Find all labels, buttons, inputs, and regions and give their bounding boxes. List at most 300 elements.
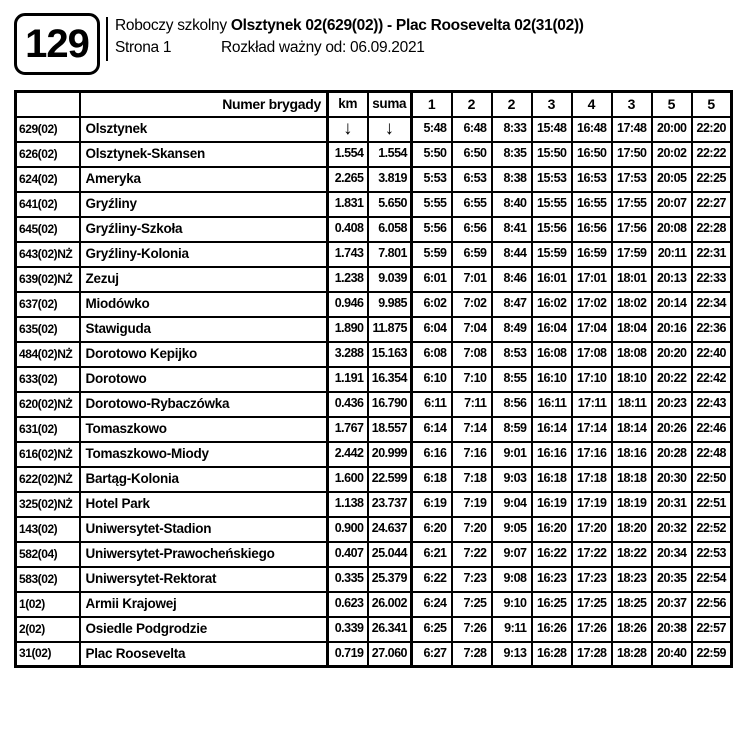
timetable (14, 90, 733, 668)
time-cell: 17:01 (572, 267, 612, 292)
time-cell: 22:25 (692, 167, 732, 192)
time-cell: 20:23 (652, 392, 692, 417)
time-cell: 22:57 (692, 617, 732, 642)
time-cell: 18:11 (612, 392, 652, 417)
time-cell: 8:55 (492, 367, 532, 392)
table-row (16, 317, 732, 342)
suma-cell: 25.044 (368, 542, 412, 567)
time-cell: 17:50 (612, 142, 652, 167)
table-row (16, 592, 732, 617)
time-cell: 6:16 (412, 442, 452, 467)
suma-cell: 24.637 (368, 517, 412, 542)
time-cell: 18:26 (612, 617, 652, 642)
time-cell: 8:38 (492, 167, 532, 192)
time-cell: 16:26 (532, 617, 572, 642)
time-cell: 16:19 (532, 492, 572, 517)
time-cell: 5:56 (412, 217, 452, 242)
time-cell: 15:48 (532, 117, 572, 142)
stop-code-cell: 582(04) (16, 542, 80, 567)
km-cell: 1.890 (328, 317, 368, 342)
km-cell: 1.767 (328, 417, 368, 442)
time-cell: 16:02 (532, 292, 572, 317)
down-arrow-icon: ↓ (328, 117, 368, 142)
brigade-number-header: 3 (532, 92, 572, 117)
table-row (16, 167, 732, 192)
time-cell: 8:33 (492, 117, 532, 142)
suma-cell: 26.002 (368, 592, 412, 617)
time-cell: 17:22 (572, 542, 612, 567)
time-cell: 16:01 (532, 267, 572, 292)
line-number: 129 (25, 21, 89, 66)
time-cell: 7:23 (452, 567, 492, 592)
time-cell: 20:13 (652, 267, 692, 292)
stop-code-cell: 629(02) (16, 117, 80, 142)
stop-name-cell: Olsztynek-Skansen (80, 142, 328, 167)
suma-cell: 25.379 (368, 567, 412, 592)
time-cell: 5:50 (412, 142, 452, 167)
route-title-line (115, 17, 584, 35)
time-cell: 6:24 (412, 592, 452, 617)
time-cell: 18:18 (612, 467, 652, 492)
time-cell: 6:50 (452, 142, 492, 167)
stop-code-cell: 641(02) (16, 192, 80, 217)
time-cell: 20:07 (652, 192, 692, 217)
time-cell: 16:53 (572, 167, 612, 192)
stop-name-cell: Dorotowo (80, 367, 328, 392)
stop-code-cell: 631(02) (16, 417, 80, 442)
time-cell: 20:20 (652, 342, 692, 367)
brigade-number-header: 4 (572, 92, 612, 117)
time-cell: 20:37 (652, 592, 692, 617)
time-cell: 6:14 (412, 417, 452, 442)
time-cell: 7:26 (452, 617, 492, 642)
time-cell: 7:25 (452, 592, 492, 617)
time-cell: 17:11 (572, 392, 612, 417)
time-cell: 16:18 (532, 467, 572, 492)
time-cell: 22:50 (692, 467, 732, 492)
suma-cell: 6.058 (368, 217, 412, 242)
stop-code-cell: 622(02)NŻ (16, 467, 80, 492)
km-cell: 1.600 (328, 467, 368, 492)
stop-code-cell: 624(02) (16, 167, 80, 192)
time-cell: 6:27 (412, 642, 452, 667)
time-cell: 17:19 (572, 492, 612, 517)
suma-cell: 1.554 (368, 142, 412, 167)
stop-code-cell: 1(02) (16, 592, 80, 617)
time-cell: 6:02 (412, 292, 452, 317)
table-row (16, 267, 732, 292)
time-cell: 22:54 (692, 567, 732, 592)
time-cell: 7:28 (452, 642, 492, 667)
time-cell: 17:18 (572, 467, 612, 492)
time-cell: 9:07 (492, 542, 532, 567)
stop-code-cell: 645(02) (16, 217, 80, 242)
km-cell: 1.238 (328, 267, 368, 292)
header-text-block (106, 17, 584, 61)
time-cell: 6:21 (412, 542, 452, 567)
table-row (16, 392, 732, 417)
stop-name-cell: Osiedle Podgrodzie (80, 617, 328, 642)
suma-cell: 16.354 (368, 367, 412, 392)
route-title: Olsztynek 02(629(02)) - Plac Roosevelta 02(31(02)) (230, 17, 584, 34)
time-cell: 18:01 (612, 267, 652, 292)
time-cell: 18:14 (612, 417, 652, 442)
time-cell: 9:08 (492, 567, 532, 592)
stop-code-cell: 325(02)NŻ (16, 492, 80, 517)
time-cell: 22:27 (692, 192, 732, 217)
time-cell: 6:48 (452, 117, 492, 142)
stop-name-cell: Gryźliny-Szkoła (80, 217, 328, 242)
time-cell: 6:25 (412, 617, 452, 642)
time-cell: 18:10 (612, 367, 652, 392)
time-cell: 20:00 (652, 117, 692, 142)
time-cell: 17:26 (572, 617, 612, 642)
time-cell: 16:55 (572, 192, 612, 217)
time-cell: 22:46 (692, 417, 732, 442)
stop-name-cell: Ameryka (80, 167, 328, 192)
stop-code-cell: 616(02)NŻ (16, 442, 80, 467)
time-cell: 18:16 (612, 442, 652, 467)
time-cell: 6:11 (412, 392, 452, 417)
time-cell: 9:05 (492, 517, 532, 542)
suma-cell: 23.737 (368, 492, 412, 517)
time-cell: 20:05 (652, 167, 692, 192)
timetable-body (16, 117, 732, 667)
time-cell: 22:52 (692, 517, 732, 542)
table-row (16, 417, 732, 442)
stop-name-cell: Uniwersytet-Rektorat (80, 567, 328, 592)
time-cell: 16:10 (532, 367, 572, 392)
time-cell: 7:10 (452, 367, 492, 392)
time-cell: 22:51 (692, 492, 732, 517)
suma-cell: 11.875 (368, 317, 412, 342)
time-cell: 20:35 (652, 567, 692, 592)
stop-code-header (16, 92, 80, 117)
table-row (16, 142, 732, 167)
time-cell: 18:20 (612, 517, 652, 542)
time-cell: 6:53 (452, 167, 492, 192)
table-row (16, 192, 732, 217)
stop-name-cell: Miodówko (80, 292, 328, 317)
time-cell: 7:01 (452, 267, 492, 292)
time-cell: 20:40 (652, 642, 692, 667)
time-cell: 17:10 (572, 367, 612, 392)
time-cell: 6:08 (412, 342, 452, 367)
km-cell: 0.407 (328, 542, 368, 567)
time-cell: 9:13 (492, 642, 532, 667)
time-cell: 7:04 (452, 317, 492, 342)
time-cell: 8:47 (492, 292, 532, 317)
time-cell: 18:19 (612, 492, 652, 517)
time-cell: 16:11 (532, 392, 572, 417)
table-row (16, 467, 732, 492)
time-cell: 16:22 (532, 542, 572, 567)
time-cell: 17:23 (572, 567, 612, 592)
suma-header: suma (368, 92, 412, 117)
stop-code-cell: 639(02)NŻ (16, 267, 80, 292)
time-cell: 6:10 (412, 367, 452, 392)
suma-cell: 5.650 (368, 192, 412, 217)
km-cell: 0.436 (328, 392, 368, 417)
suma-cell: 16.790 (368, 392, 412, 417)
time-cell: 20:08 (652, 217, 692, 242)
stop-code-cell: 583(02) (16, 567, 80, 592)
suma-cell: 27.060 (368, 642, 412, 667)
meta-line (115, 39, 584, 57)
table-row (16, 617, 732, 642)
time-cell: 7:16 (452, 442, 492, 467)
time-cell: 22:36 (692, 317, 732, 342)
suma-cell: 20.999 (368, 442, 412, 467)
time-cell: 5:55 (412, 192, 452, 217)
stop-name-cell: Plac Roosevelta (80, 642, 328, 667)
time-cell: 22:31 (692, 242, 732, 267)
time-cell: 17:53 (612, 167, 652, 192)
table-row (16, 442, 732, 467)
table-row (16, 217, 732, 242)
km-cell: 0.339 (328, 617, 368, 642)
stop-name-cell: Uniwersytet-Prawocheńskiego (80, 542, 328, 567)
time-cell: 18:02 (612, 292, 652, 317)
km-cell: 1.191 (328, 367, 368, 392)
stop-name-cell: Stawiguda (80, 317, 328, 342)
time-cell: 17:28 (572, 642, 612, 667)
stop-name-cell: Bartąg-Kolonia (80, 467, 328, 492)
time-cell: 8:41 (492, 217, 532, 242)
stop-name-cell: Armii Krajowej (80, 592, 328, 617)
time-cell: 20:30 (652, 467, 692, 492)
time-cell: 18:08 (612, 342, 652, 367)
table-row (16, 542, 732, 567)
time-cell: 16:16 (532, 442, 572, 467)
table-row (16, 517, 732, 542)
time-cell: 6:55 (452, 192, 492, 217)
time-cell: 18:25 (612, 592, 652, 617)
stop-code-cell: 626(02) (16, 142, 80, 167)
time-cell: 9:11 (492, 617, 532, 642)
brigade-number-label: Numer brygady (80, 92, 328, 117)
timetable-page (0, 13, 743, 745)
time-cell: 6:56 (452, 217, 492, 242)
time-cell: 6:18 (412, 467, 452, 492)
time-cell: 22:48 (692, 442, 732, 467)
km-cell: 1.138 (328, 492, 368, 517)
stop-code-cell: 637(02) (16, 292, 80, 317)
time-cell: 9:04 (492, 492, 532, 517)
stop-code-cell: 620(02)NŻ (16, 392, 80, 417)
stop-code-cell: 633(02) (16, 367, 80, 392)
suma-cell: 26.341 (368, 617, 412, 642)
suma-cell: 9.985 (368, 292, 412, 317)
time-cell: 20:11 (652, 242, 692, 267)
time-cell: 17:55 (612, 192, 652, 217)
time-cell: 20:22 (652, 367, 692, 392)
km-cell: 1.554 (328, 142, 368, 167)
down-arrow-icon: ↓ (368, 117, 412, 142)
time-cell: 20:16 (652, 317, 692, 342)
brigade-number-header: 1 (412, 92, 452, 117)
time-cell: 7:20 (452, 517, 492, 542)
time-cell: 9:01 (492, 442, 532, 467)
km-cell: 0.719 (328, 642, 368, 667)
time-cell: 8:56 (492, 392, 532, 417)
time-cell: 6:20 (412, 517, 452, 542)
time-cell: 6:04 (412, 317, 452, 342)
time-cell: 16:25 (532, 592, 572, 617)
time-cell: 16:23 (532, 567, 572, 592)
time-cell: 17:02 (572, 292, 612, 317)
time-cell: 17:08 (572, 342, 612, 367)
time-cell: 17:25 (572, 592, 612, 617)
time-cell: 22:28 (692, 217, 732, 242)
suma-cell: 22.599 (368, 467, 412, 492)
stop-code-cell: 484(02)NŻ (16, 342, 80, 367)
time-cell: 20:14 (652, 292, 692, 317)
time-cell: 18:28 (612, 642, 652, 667)
time-cell: 7:22 (452, 542, 492, 567)
time-cell: 16:04 (532, 317, 572, 342)
time-cell: 20:28 (652, 442, 692, 467)
km-cell: 0.623 (328, 592, 368, 617)
stop-code-cell: 643(02)NŻ (16, 242, 80, 267)
time-cell: 5:53 (412, 167, 452, 192)
brigade-number-header: 5 (652, 92, 692, 117)
time-cell: 6:22 (412, 567, 452, 592)
brigade-number-header: 5 (692, 92, 732, 117)
km-cell: 3.288 (328, 342, 368, 367)
time-cell: 20:02 (652, 142, 692, 167)
line-number-box (14, 13, 100, 75)
km-cell: 2.442 (328, 442, 368, 467)
time-cell: 6:01 (412, 267, 452, 292)
time-cell: 20:38 (652, 617, 692, 642)
km-cell: 1.831 (328, 192, 368, 217)
km-cell: 0.335 (328, 567, 368, 592)
stop-name-cell: Dorotowo-Rybaczówka (80, 392, 328, 417)
time-cell: 8:49 (492, 317, 532, 342)
table-row (16, 292, 732, 317)
time-cell: 8:46 (492, 267, 532, 292)
time-cell: 17:20 (572, 517, 612, 542)
time-cell: 6:19 (412, 492, 452, 517)
stop-code-cell: 143(02) (16, 517, 80, 542)
km-cell: 2.265 (328, 167, 368, 192)
time-cell: 8:40 (492, 192, 532, 217)
suma-cell: 15.163 (368, 342, 412, 367)
page-header (14, 13, 743, 75)
time-cell: 22:43 (692, 392, 732, 417)
table-row (16, 367, 732, 392)
time-cell: 18:22 (612, 542, 652, 567)
km-cell: 0.900 (328, 517, 368, 542)
time-cell: 8:59 (492, 417, 532, 442)
time-cell: 15:59 (532, 242, 572, 267)
stop-name-cell: Zezuj (80, 267, 328, 292)
time-cell: 8:44 (492, 242, 532, 267)
km-cell: 0.408 (328, 217, 368, 242)
time-cell: 7:11 (452, 392, 492, 417)
time-cell: 15:50 (532, 142, 572, 167)
time-cell: 18:04 (612, 317, 652, 342)
time-cell: 7:18 (452, 467, 492, 492)
time-cell: 22:59 (692, 642, 732, 667)
time-cell: 22:34 (692, 292, 732, 317)
time-cell: 20:32 (652, 517, 692, 542)
suma-cell: 18.557 (368, 417, 412, 442)
time-cell: 7:08 (452, 342, 492, 367)
route-type: Roboczy szkolny (115, 17, 227, 34)
stop-name-cell: Hotel Park (80, 492, 328, 517)
time-cell: 17:16 (572, 442, 612, 467)
time-cell: 16:59 (572, 242, 612, 267)
time-cell: 17:59 (612, 242, 652, 267)
time-cell: 20:31 (652, 492, 692, 517)
km-cell: 1.743 (328, 242, 368, 267)
stop-code-cell: 31(02) (16, 642, 80, 667)
table-row (16, 117, 732, 142)
time-cell: 16:08 (532, 342, 572, 367)
stop-name-cell: Gryźliny-Kolonia (80, 242, 328, 267)
time-cell: 8:35 (492, 142, 532, 167)
page-number-label: Strona 1 (115, 39, 172, 56)
brigade-number-header: 2 (492, 92, 532, 117)
time-cell: 16:14 (532, 417, 572, 442)
table-row (16, 492, 732, 517)
brigade-number-header: 2 (452, 92, 492, 117)
km-header: km (328, 92, 368, 117)
header-row (16, 92, 732, 117)
suma-cell: 7.801 (368, 242, 412, 267)
suma-cell: 9.039 (368, 267, 412, 292)
time-cell: 16:28 (532, 642, 572, 667)
time-cell: 15:55 (532, 192, 572, 217)
time-cell: 7:14 (452, 417, 492, 442)
stop-name-cell: Tomaszkowo (80, 417, 328, 442)
time-cell: 22:53 (692, 542, 732, 567)
time-cell: 17:04 (572, 317, 612, 342)
table-row (16, 567, 732, 592)
time-cell: 22:22 (692, 142, 732, 167)
brigade-number-header: 3 (612, 92, 652, 117)
time-cell: 16:56 (572, 217, 612, 242)
time-cell: 20:26 (652, 417, 692, 442)
table-row (16, 342, 732, 367)
time-cell: 16:50 (572, 142, 612, 167)
time-cell: 6:59 (452, 242, 492, 267)
stop-name-cell: Olsztynek (80, 117, 328, 142)
time-cell: 17:14 (572, 417, 612, 442)
time-cell: 18:23 (612, 567, 652, 592)
stop-name-cell: Tomaszkowo-Miody (80, 442, 328, 467)
time-cell: 22:20 (692, 117, 732, 142)
time-cell: 17:56 (612, 217, 652, 242)
time-cell: 22:42 (692, 367, 732, 392)
time-cell: 5:59 (412, 242, 452, 267)
time-cell: 9:10 (492, 592, 532, 617)
time-cell: 15:56 (532, 217, 572, 242)
time-cell: 22:33 (692, 267, 732, 292)
table-row (16, 642, 732, 667)
time-cell: 5:48 (412, 117, 452, 142)
km-cell: 0.946 (328, 292, 368, 317)
stop-code-cell: 635(02) (16, 317, 80, 342)
time-cell: 7:02 (452, 292, 492, 317)
time-cell: 22:56 (692, 592, 732, 617)
time-cell: 16:48 (572, 117, 612, 142)
table-row (16, 242, 732, 267)
suma-cell: 3.819 (368, 167, 412, 192)
time-cell: 15:53 (532, 167, 572, 192)
